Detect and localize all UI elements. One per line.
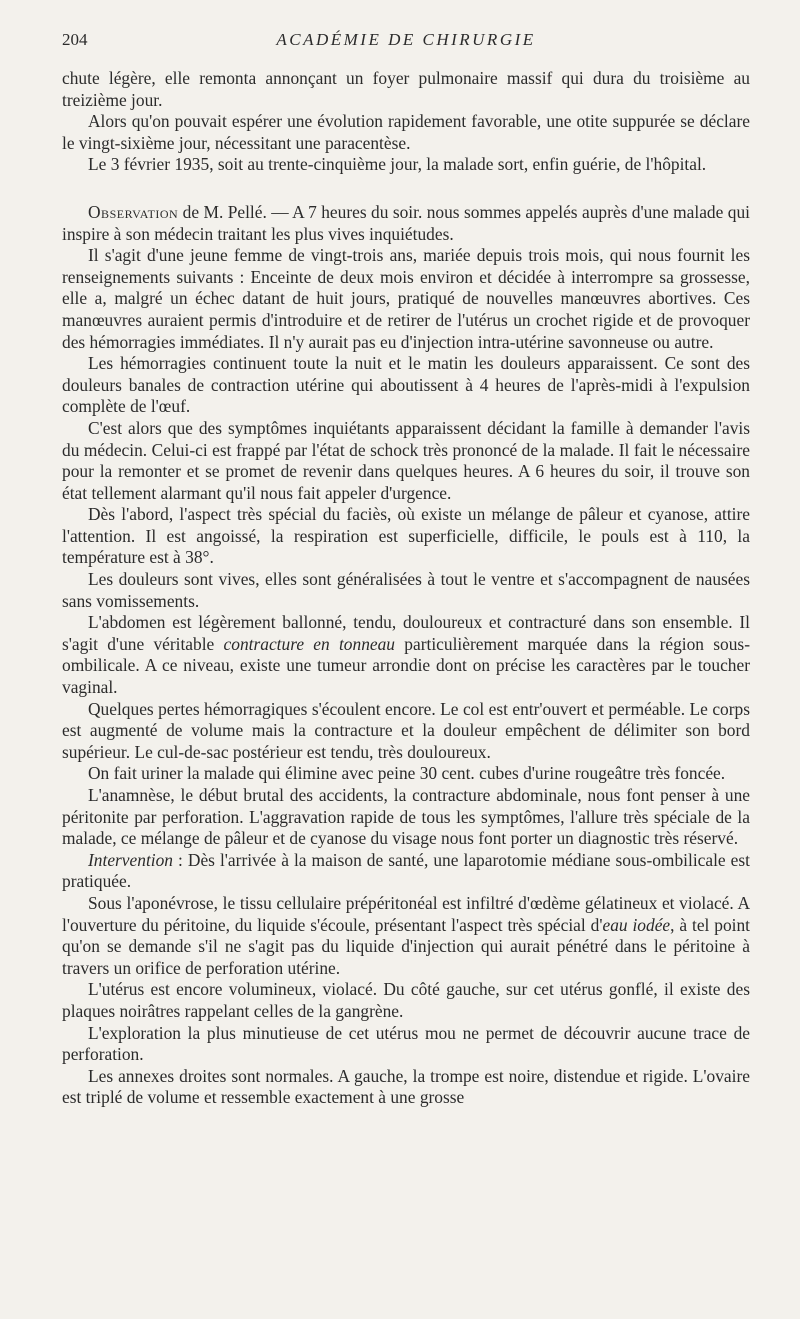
italic-run: eau iodée (602, 914, 671, 935)
text-run: Sous l'aponévrose, le tissu cellulaire prépéritonéal est infiltré d'œdème gélatineux et violacé. A l'ouverture du péritoine, du liquide s'écoule, présentant l'aspect très spécial d' (62, 892, 750, 935)
paragraph (62, 612, 750, 698)
page-number: 204 (62, 30, 88, 49)
paragraph: Le 3 février 1935, soit au trente-cinquième jour, la malade sort, enfin guérie, de l'hôpital. (88, 154, 707, 175)
paragraph: Quelques pertes hémorragiques s'écoulent encore. Le col est entr'ouvert et perméable. Le corps est augmenté de volume mais la contracture et la douleur empêchent de délimiter son bord supérieur. Le cul-de-sac postérieur est tendu, très douloureux. (62, 698, 750, 762)
observation-label: Observation (88, 201, 179, 222)
paragraph: C'est alors que des symptômes inquiétants apparaissent décidant la famille à demander l'avis du médecin. Celui-ci est frappé par l'état de schock très prononcé de la malade. Il fait le nécessaire pour la remonter et se promet de revenir dans quelques heures. A 6 heures du soir, il trouve son état tellement alarmant qu'il nous fait appeler d'urgence. (62, 417, 750, 503)
paragraph: L'exploration la plus minutieuse de cet utérus mou ne permet de découvrir aucune trace de perforation. (62, 1022, 750, 1065)
paragraph: Les annexes droites sont normales. A gauche, la trompe est noire, distendue et rigide. L'ovaire est triplé de volume et ressemble exactement à une grosse (62, 1065, 750, 1108)
text-run: , à tel point qu'on se demande s'il ne s'agit pas du liquide d'injection qui aurait pénétré dans le péritoine à travers un orifice de perforation utérine. (62, 914, 751, 978)
text-run: L'abdomen est légèrement ballonné, tendu, douloureux et contracturé dans son ensemble. Il s'agit d'une véritable (62, 612, 750, 654)
observation-paragraph (62, 202, 750, 245)
paragraph: chute légère, elle remonta annonçant un foyer pulmonaire massif qui dura du troisième au treizième jour. (62, 68, 750, 110)
paragraph: Les hémorragies continuent toute la nuit et le matin les douleurs apparaissent. Ce sont des douleurs banales de contraction utérine qui aboutissent à 4 heures de l'après-midi à l'expulsion complète de l'œuf. (62, 353, 750, 417)
paragraph: L'utérus est encore volumineux, violacé. Du côté gauche, sur cet utérus gonflé, il existe des plaques noirâtres rappelant celles de la gangrène. (62, 979, 750, 1021)
paragraph: Alors qu'on pouvait espérer une évolution rapidement favorable, une otite suppurée se déclare le vingt-sixième jour, nécessitant une paracentèse. (62, 111, 750, 153)
paragraph: Dès l'abord, l'aspect très spécial du faciès, où existe un mélange de pâleur et cyanose, attire l'attention. Il est angoissé, la respiration est superficielle, difficile, le pouls est à 110, la température est à 38°. (62, 504, 750, 568)
running-title: ACADÉMIE DE CHIRURGIE (276, 30, 536, 49)
page-header (62, 30, 750, 54)
paragraph: Il s'agit d'une jeune femme de vingt-trois ans, mariée depuis trois mois, qui nous fournit les renseignements suivants : Enceinte de deux mois environ et décidée à interrompre sa grossesse, elle a, malgré un échec datant de huit jours, pratiqué de nouvelles manœuvres abortives. Ces manœuvres auraient permis d'introduire et de retirer de l'utérus un crochet rigide et de provoquer des hémorragies immédiates. Il n'y aurait pas eu d'injection intra-utérine savonneuse ou autre. (62, 245, 750, 352)
italic-run: contracture en tonneau (223, 633, 396, 654)
paragraph (62, 850, 750, 893)
text-run: : Dès l'arrivée à la maison de santé, une laparotomie médiane sous-ombilicale est pratiquée. (62, 849, 750, 892)
paragraph: On fait uriner la malade qui élimine avec peine 30 cent. cubes d'urine rougeâtre très foncée. (88, 763, 726, 784)
text-run: particulièrement marquée dans la région sous-ombilicale. A ce niveau, existe une tumeur arrondie dont on précise les caractères par le toucher vaginal. (62, 633, 750, 698)
observation-text: de M. Pellé. — A 7 heures du soir. nous sommes appelés auprès d'une malade qui inspire à son médecin traitant les plus vives inquiétudes. (62, 201, 750, 244)
intervention-label: Intervention (88, 849, 173, 870)
paragraph: L'anamnèse, le début brutal des accidents, la contracture abdominale, nous font penser à une péritonite par perforation. L'aggravation rapide de tous les symptômes, l'allure très spéciale de la malade, ce mélange de pâleur et de cyanose du visage nous font porter un diagnostic très réservé. (62, 785, 750, 849)
paragraph: Les douleurs sont vives, elles sont généralisées à tout le ventre et s'accompagnent de nausées sans vomissements. (62, 569, 750, 611)
page-body (62, 68, 750, 1109)
paragraph (62, 893, 750, 979)
section-gap (62, 176, 750, 202)
